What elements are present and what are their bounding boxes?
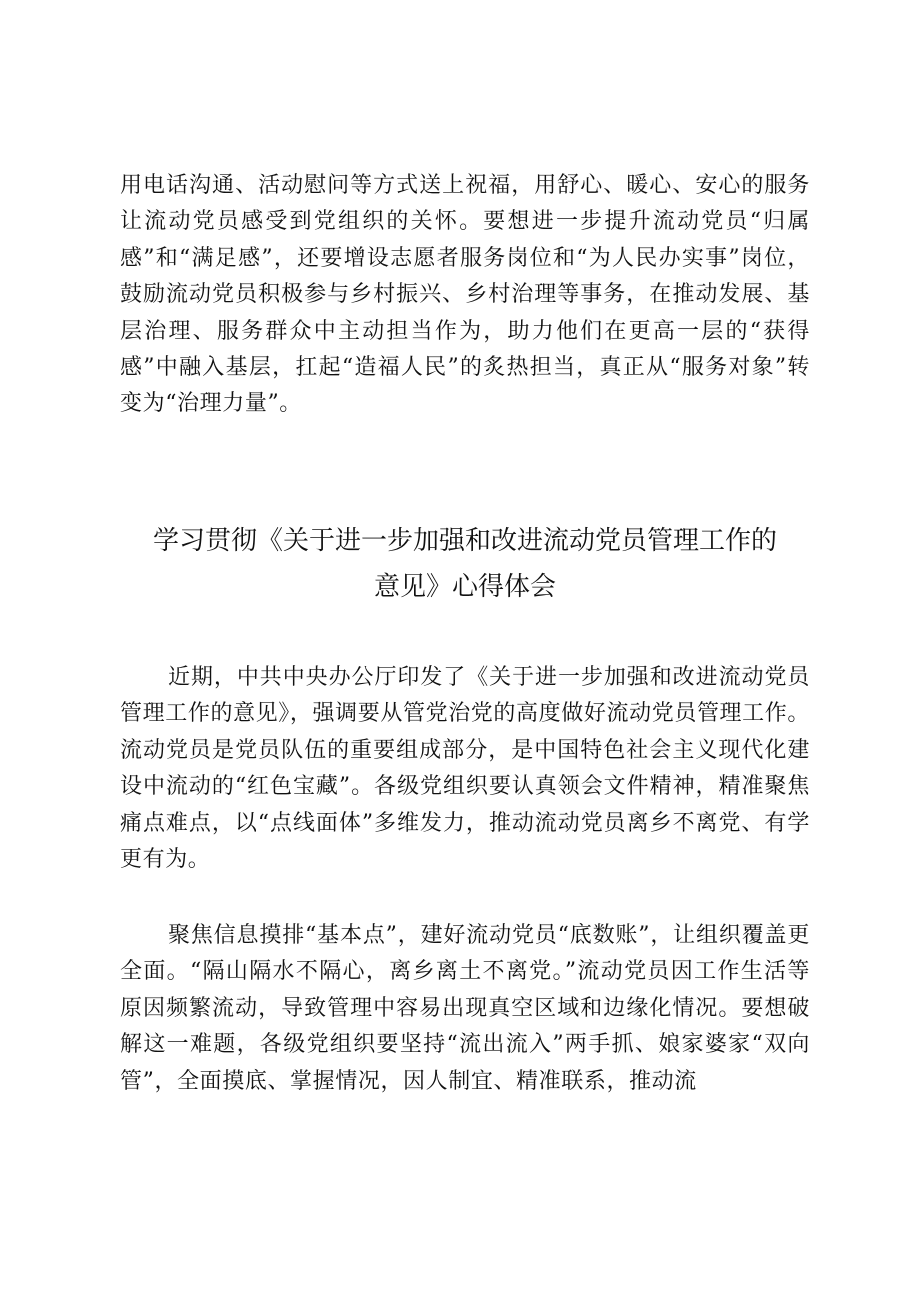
article-title — [100, 518, 830, 610]
body-paragraph-2: 聚焦信息摸排“基本点”，建好流动党员“底数账”，让组织覆盖更全面。“隔山隔水不隔心，离乡离土不离党。”流动党员因工作生活等原因频繁流动，导致管理中容易出现真空区域和边缘化情况。要想破解这一难题，各级党组织要坚持“流出流入”两手抓、娘家婆家“双向管”，全面摸底、掌握情况，因人制宜、精准联系，推动流 — [120, 923, 810, 1094]
article-title-line-2: 意见》心得体会 — [373, 572, 556, 602]
article-title-line-1: 学习贯彻《关于进一步加强和改进流动党员管理工作的 — [152, 526, 777, 556]
body-paragraph-1: 近期，中共中央办公厅印发了《关于进一步加强和改进流动党员管理工作的意见》，强调要从管党治党的高度做好流动党员管理工作。流动党员是党员队伍的重要组成部分，是中国特色社会主义现代化建设中流动的“红色宝藏”。各级党组织要认真领会文件精神，精准聚焦痛点难点，以“点线面体”多维发力，推动流动党员离乡不离党、有学更有为。 — [120, 665, 810, 873]
continuation-paragraph: 用电话沟通、活动慰问等方式送上祝福，用舒心、暖心、安心的服务让流动党员感受到党组织的关怀。要想进一步提升流动党员“归属感”和“满足感”，还要增设志愿者服务岗位和“为人民办实事”岗位，鼓励流动党员积极参与乡村振兴、乡村治理等事务，在推动发展、基层治理、服务群众中主动担当作为，助力他们在更高一层的“获得感”中融入基层，扛起“造福人民”的炙热担当，真正从“服务对象”转变为“治理力量”。 — [120, 173, 810, 417]
